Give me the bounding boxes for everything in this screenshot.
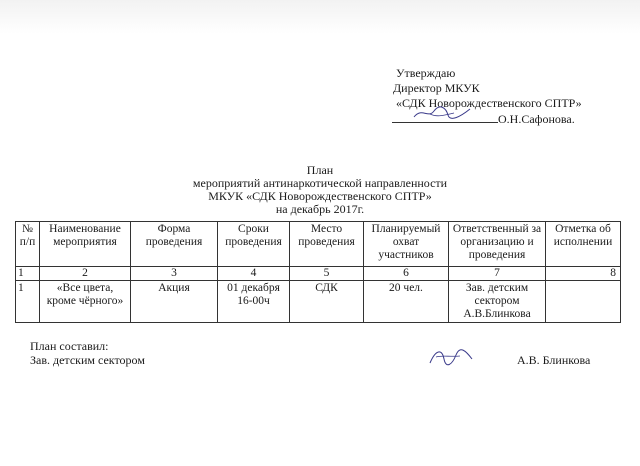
signature-underline (392, 111, 498, 123)
approval-line-approve: Утверждаю (396, 66, 456, 80)
footer-author-name: А.В. Блинкова (517, 353, 591, 367)
plan-title-line-2: мероприятий антинаркотической направленности (192, 176, 448, 190)
row-cell-responsible: Зав. детским сектором А.В.Блинкова (449, 281, 546, 323)
approval-signature-line (392, 111, 628, 127)
header-cell-coverage: Планируемый охват участников (364, 222, 449, 267)
column-number-cell: 4 (218, 267, 290, 281)
scan-top-band (0, 0, 640, 34)
events-table (15, 221, 621, 323)
approval-signer: О.Н.Сафонова. (498, 112, 575, 126)
approval-line-organization: «СДК Новорождественского СПТР» (396, 96, 582, 110)
approval-line-director: Директор МКУК (393, 81, 480, 95)
header-cell-completion: Отметка об исполнении (546, 222, 621, 267)
table-header-row (16, 222, 621, 267)
row-cell-number: 1 (16, 281, 40, 323)
plan-title-line-4: на декабрь 2017г. (275, 202, 365, 216)
column-number-cell: 5 (290, 267, 364, 281)
column-number-cell: 6 (364, 267, 449, 281)
row-cell-name: «Все цвета, кроме чёрного» (40, 281, 131, 323)
header-cell-form: Форма проведения (131, 222, 218, 267)
table-column-numbers-row (16, 267, 621, 281)
table-row (16, 281, 621, 323)
approval-block (392, 66, 628, 127)
column-number-cell: 8 (546, 267, 621, 281)
column-number-cell: 1 (16, 267, 40, 281)
plan-title-line-1: План (306, 163, 334, 177)
footer-block (30, 339, 145, 367)
column-number-cell: 2 (40, 267, 131, 281)
header-cell-responsible: Ответственный за организацию и проведения (449, 222, 546, 267)
row-cell-place: СДК (290, 281, 364, 323)
column-number-cell: 3 (131, 267, 218, 281)
plan-title (0, 164, 640, 216)
header-cell-place: Место проведения (290, 222, 364, 267)
header-cell-dates: Сроки проведения (218, 222, 290, 267)
author-signature-icon (426, 345, 476, 369)
header-cell-name: Наименование мероприятия (40, 222, 131, 267)
header-cell-number: № п/п (16, 222, 40, 267)
row-cell-completion (546, 281, 621, 323)
plan-title-line-3: МКУК «СДК Новорождественского СПТР» (208, 189, 432, 203)
footer-compiled-by: План составил: (30, 339, 109, 353)
column-number-cell: 7 (449, 267, 546, 281)
row-cell-dates: 01 декабря 16-00ч (218, 281, 290, 323)
director-signature-icon (412, 105, 472, 121)
row-cell-form: Акция (131, 281, 218, 323)
footer-position: Зав. детским сектором (30, 353, 145, 367)
row-cell-coverage: 20 чел. (364, 281, 449, 323)
